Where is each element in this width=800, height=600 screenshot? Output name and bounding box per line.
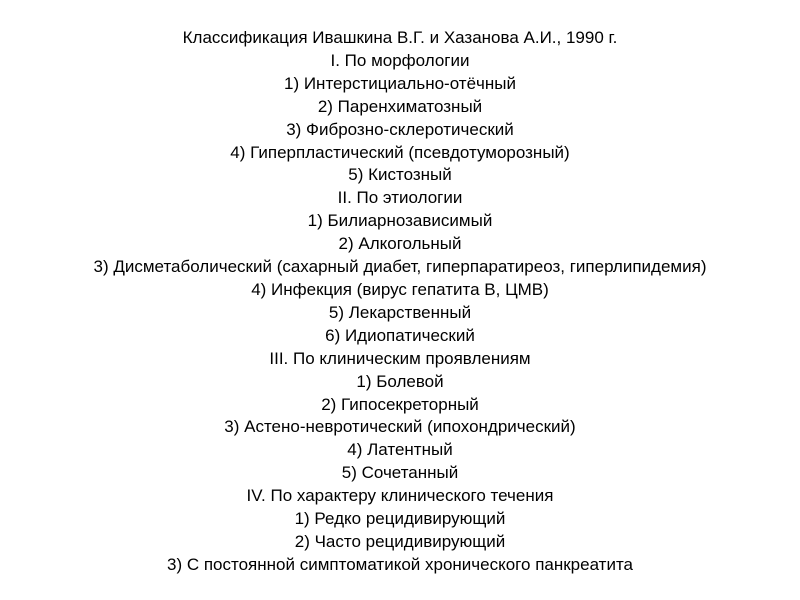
section-heading-clinical: III. По клиническим проявлениям: [269, 348, 531, 368]
list-item: 4) Инфекция (вирус гепатита B, ЦМВ): [251, 279, 549, 299]
list-item: 4) Гиперпластический (псевдотуморозный): [230, 142, 570, 162]
list-item: 3) Астено-невротический (ипохондрический): [224, 417, 576, 437]
section-heading-course: IV. По характеру клинического течения: [246, 486, 554, 506]
section-heading-etiology: II. По этиологии: [337, 188, 463, 208]
list-item: 3) Фиброзно-склеротический: [286, 119, 514, 139]
document-title: Классификация Ивашкина В.Г. и Хазанова А.И., 1990 г.: [182, 28, 618, 47]
list-item: 5) Лекарственный: [328, 302, 472, 322]
list-item: 2) Гипосекреторный: [321, 394, 479, 414]
list-item: 2) Часто рецидивирующий: [294, 531, 506, 551]
list-item: 5) Сочетанный: [341, 463, 459, 483]
list-item: 4) Латентный: [347, 440, 453, 460]
list-item: 5) Кистозный: [348, 165, 452, 185]
list-item: 2) Паренхиматозный: [317, 96, 483, 116]
list-item: 6) Идиопатический: [325, 325, 475, 345]
list-item: 1) Редко рецидивирующий: [294, 509, 506, 529]
list-item: 1) Болевой: [356, 371, 444, 391]
section-heading-morphology: I. По морфологии: [330, 50, 470, 70]
list-item: 2) Алкогольный: [338, 234, 462, 254]
classification-slide: [0, 27, 800, 577]
list-item: 1) Билиарнозависимый: [307, 211, 493, 231]
list-item: 1) Интерстициально-отёчный: [284, 73, 516, 93]
list-item: 3) Дисметаболический (сахарный диабет, гиперпаратиреоз, гиперлипидемия): [93, 257, 707, 277]
list-item: 3) С постоянной симптоматикой хронического панкреатита: [167, 554, 633, 574]
